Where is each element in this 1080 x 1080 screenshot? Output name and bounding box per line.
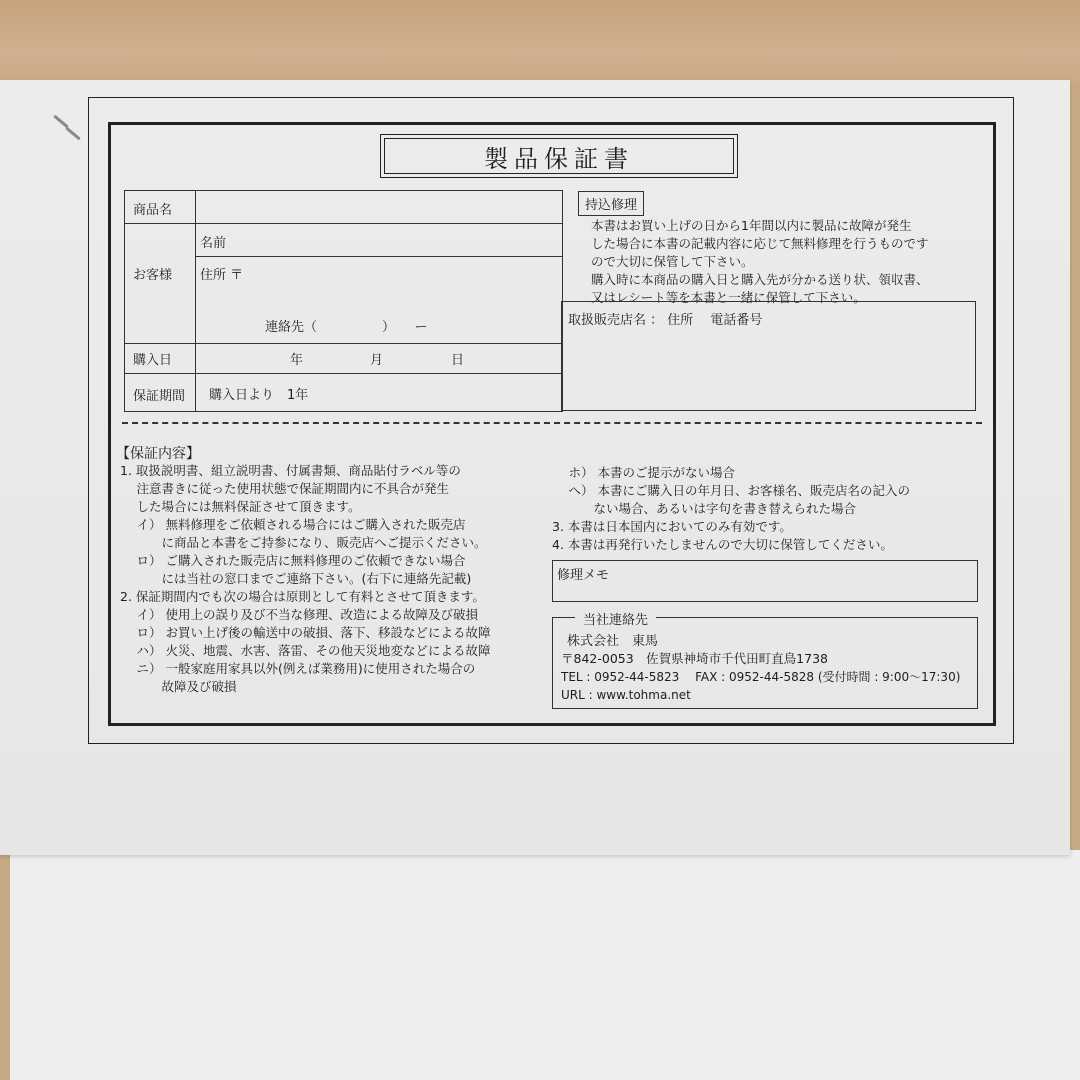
warranty-period-label: 保証期間: [133, 389, 186, 404]
terms-heading: 【保証内容】: [116, 446, 200, 462]
terms-line: 注意書きに従った使用状態で保証期間内に不具合が発生: [120, 481, 449, 496]
store-info-box: [561, 301, 976, 411]
terms-line: には当社の窓口までご連絡下さい。(右下に連絡先記載): [120, 571, 472, 586]
day-label: 日: [451, 353, 465, 368]
year-label: 年: [290, 353, 304, 368]
description-line: 本書はお買い上げの日から1年間以内に製品に故障が発生: [591, 218, 912, 233]
address-label: 住所 〒: [200, 268, 244, 283]
contact-label: 連絡先（ ） ー: [265, 320, 428, 335]
company-contact-heading: 当社連絡先: [575, 609, 656, 628]
company-address: 〒842-0053 佐賀県神埼市千代田町直鳥1738: [561, 651, 828, 666]
terms-line: ない場合、あるいは字句を書き替えられた場合: [552, 501, 856, 516]
description-line: した場合に本書の記載内容に応じて無料修理を行うものです: [591, 236, 929, 251]
description-line: ので大切に保管して下さい。: [591, 254, 754, 269]
company-phone-fax: TEL : 0952-44-5823 FAX : 0952-44-5828 (受付時間 : 9:00〜17:30): [561, 670, 961, 684]
terms-line: に商品と本書をご持参になり、販売店へご提示ください。: [120, 535, 487, 550]
underlying-sheet: [10, 850, 1080, 1080]
terms-left-column: [120, 462, 490, 696]
cut-line: [122, 422, 982, 424]
description-line: 又はレシート等を本書と一緒に保管して下さい。: [591, 290, 866, 305]
document-title: 製品保証書: [484, 144, 634, 173]
carry-in-description: [591, 217, 929, 307]
month-label: 月: [370, 353, 384, 368]
company-name: 株式会社 東馬: [567, 634, 659, 649]
terms-line: した場合には無料保証させて頂きます。: [120, 499, 361, 514]
terms-line: 3. 本書は日本国内においてのみ有効です。: [552, 519, 792, 534]
warranty-period-value: 購入日より 1年: [209, 388, 309, 403]
product-name-label: 商品名: [133, 203, 173, 218]
terms-line: ホ） 本書のご提示がない場合: [552, 465, 735, 480]
terms-line: へ） 本書にご購入日の年月日、お客様名、販売店名の記入の: [552, 483, 910, 498]
staple-mark: [65, 127, 81, 141]
terms-line: 故障及び破損: [120, 679, 237, 694]
terms-line: 2. 保証期間内でも次の場合は原則として有料とさせて頂きます。: [120, 589, 485, 604]
customer-info-table: [124, 190, 563, 412]
description-line: 購入時に本商品の購入日と購入先が分かる送り状、領収書、: [591, 272, 929, 287]
name-label: 名前: [200, 236, 227, 251]
repair-memo-label: 修理メモ: [557, 568, 610, 583]
store-info-label: 取扱販売店名 ： 住所 電話番号: [568, 313, 763, 328]
wooden-table-background: [0, 0, 1080, 90]
terms-line: 1. 取扱説明書、組立説明書、付属書類、商品貼付ラベル等の: [120, 463, 461, 478]
terms-line: ロ） ご購入された販売店に無料修理のご依頼できない場合: [120, 553, 466, 568]
customer-label: お客様: [133, 268, 173, 283]
purchase-date-label: 購入日: [133, 353, 173, 368]
repair-memo-box: [552, 560, 978, 602]
terms-line: 4. 本書は再発行いたしませんので大切に保管してください。: [552, 537, 893, 552]
terms-right-column: [552, 464, 910, 554]
company-contact-box: [552, 613, 978, 709]
terms-line: ロ） お買い上げ後の輸送中の破損、落下、移設などによる故障: [120, 625, 491, 640]
carry-in-repair-label: 持込修理: [578, 191, 644, 216]
terms-line: イ） 使用上の誤り及び不当な修理、改造による故障及び破損: [120, 607, 478, 622]
company-url: URL : www.tohma.net: [561, 688, 691, 702]
terms-line: ハ） 火災、地震、水害、落雷、その他天災地変などによる故障: [120, 643, 491, 658]
document-title-box: [380, 134, 738, 178]
terms-line: ニ） 一般家庭用家具以外(例えば業務用)に使用された場合の: [120, 661, 476, 676]
terms-line: イ） 無料修理をご依頼される場合にはご購入された販売店: [120, 517, 466, 532]
